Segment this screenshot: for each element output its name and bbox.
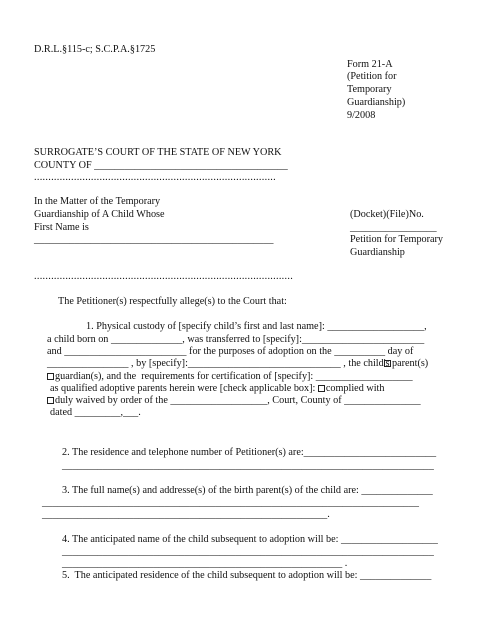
paragraph-1-line[interactable]: and ________________________ for the purposes of adoption on the __________ day of bbox=[47, 346, 414, 357]
form-id-line: Guardianship) bbox=[347, 97, 406, 108]
complied-label: complied with bbox=[325, 383, 385, 394]
parents-option[interactable] bbox=[384, 358, 428, 370]
paragraph-1-line[interactable]: a child born on ______________, was transferred to [specify]:________________________ bbox=[47, 334, 425, 345]
paragraph-4-line[interactable]: 4. The anticipated name of the child subsequent to adoption will be: ___________________ bbox=[62, 534, 438, 545]
paragraph-1-line[interactable]: 1. Physical custody of [specify child’s first and last name]: ___________________, bbox=[86, 321, 427, 332]
checkbox-icon[interactable] bbox=[47, 397, 54, 404]
dotted-separator: ........................................................................................... bbox=[34, 271, 294, 282]
checkbox-icon[interactable] bbox=[47, 373, 54, 380]
dotted-separator: ..................................................................................... bbox=[34, 172, 276, 183]
paragraph-2-line[interactable]: 2. The residence and telephone number of Petitioner(s) are:__________________________ bbox=[62, 447, 437, 458]
dated-field[interactable]: dated _________,___. bbox=[50, 407, 141, 418]
matter-line: Guardianship of A Child Whose bbox=[34, 209, 165, 220]
paragraph-5-line[interactable]: 5. The anticipated residence of the child subsequent to adoption will be: ______________ bbox=[62, 570, 432, 581]
docket-label: (Docket)(File)No. bbox=[350, 209, 424, 220]
paragraph-4-line[interactable]: _________________________________________________________________________ bbox=[62, 546, 434, 557]
paragraph-2-line[interactable]: _________________________________________________________________________ bbox=[62, 460, 434, 471]
matter-line: In the Matter of the Temporary bbox=[34, 196, 161, 207]
waived-option[interactable] bbox=[47, 395, 421, 407]
guardians-option[interactable] bbox=[47, 371, 413, 383]
county-field[interactable]: COUNTY OF ______________________________________ bbox=[34, 160, 288, 171]
paragraph-3-line[interactable]: ________________________________________________________. bbox=[42, 509, 330, 520]
paragraph-1-line[interactable]: ________________ , by [specify]:______________________________ , the child's bbox=[47, 358, 390, 369]
form-id-line: (Petition for bbox=[347, 71, 397, 82]
petition-title: Petition for Temporary bbox=[350, 234, 444, 245]
court-name: SURROGATE’S COURT OF THE STATE OF NEW YORK bbox=[34, 147, 282, 158]
statute-citation: D.R.L.§115-c; S.C.P.A.§1725 bbox=[34, 44, 156, 55]
checkbox-icon[interactable] bbox=[318, 385, 325, 392]
checkbox-icon[interactable] bbox=[384, 360, 391, 367]
paragraph-1-line: duly waived by order of the ___________________, Court, County of _______________ bbox=[55, 395, 421, 406]
petition-title: Guardianship bbox=[350, 247, 405, 258]
form-id-line: Temporary bbox=[347, 84, 392, 95]
parents-label: parent(s) bbox=[392, 358, 429, 369]
paragraph-1-line bbox=[50, 383, 384, 395]
adoptive-parents-text: as qualified adoptive parents herein were [check applicable box]: bbox=[50, 383, 316, 394]
intro-text: The Petitioner(s) respectfully allege(s) to the Court that: bbox=[58, 296, 287, 307]
matter-line: First Name is bbox=[34, 222, 89, 233]
form-id-line: Form 21-A bbox=[347, 59, 393, 70]
form-date: 9/2008 bbox=[347, 110, 376, 121]
paragraph-4-line[interactable]: _______________________________________________________ . bbox=[62, 558, 348, 569]
paragraph-1-line: guardian(s), and the requirements for certification of [specify]: ___________________ bbox=[55, 371, 413, 382]
paragraph-3-line[interactable]: 3. The full name(s) and addresse(s) of the birth parent(s) of the child are: ______________ bbox=[62, 485, 433, 496]
paragraph-3-line[interactable]: __________________________________________________________________________ bbox=[42, 497, 419, 508]
child-name-field[interactable]: _______________________________________________ bbox=[34, 234, 274, 245]
docket-field[interactable]: _________________ bbox=[350, 222, 437, 233]
